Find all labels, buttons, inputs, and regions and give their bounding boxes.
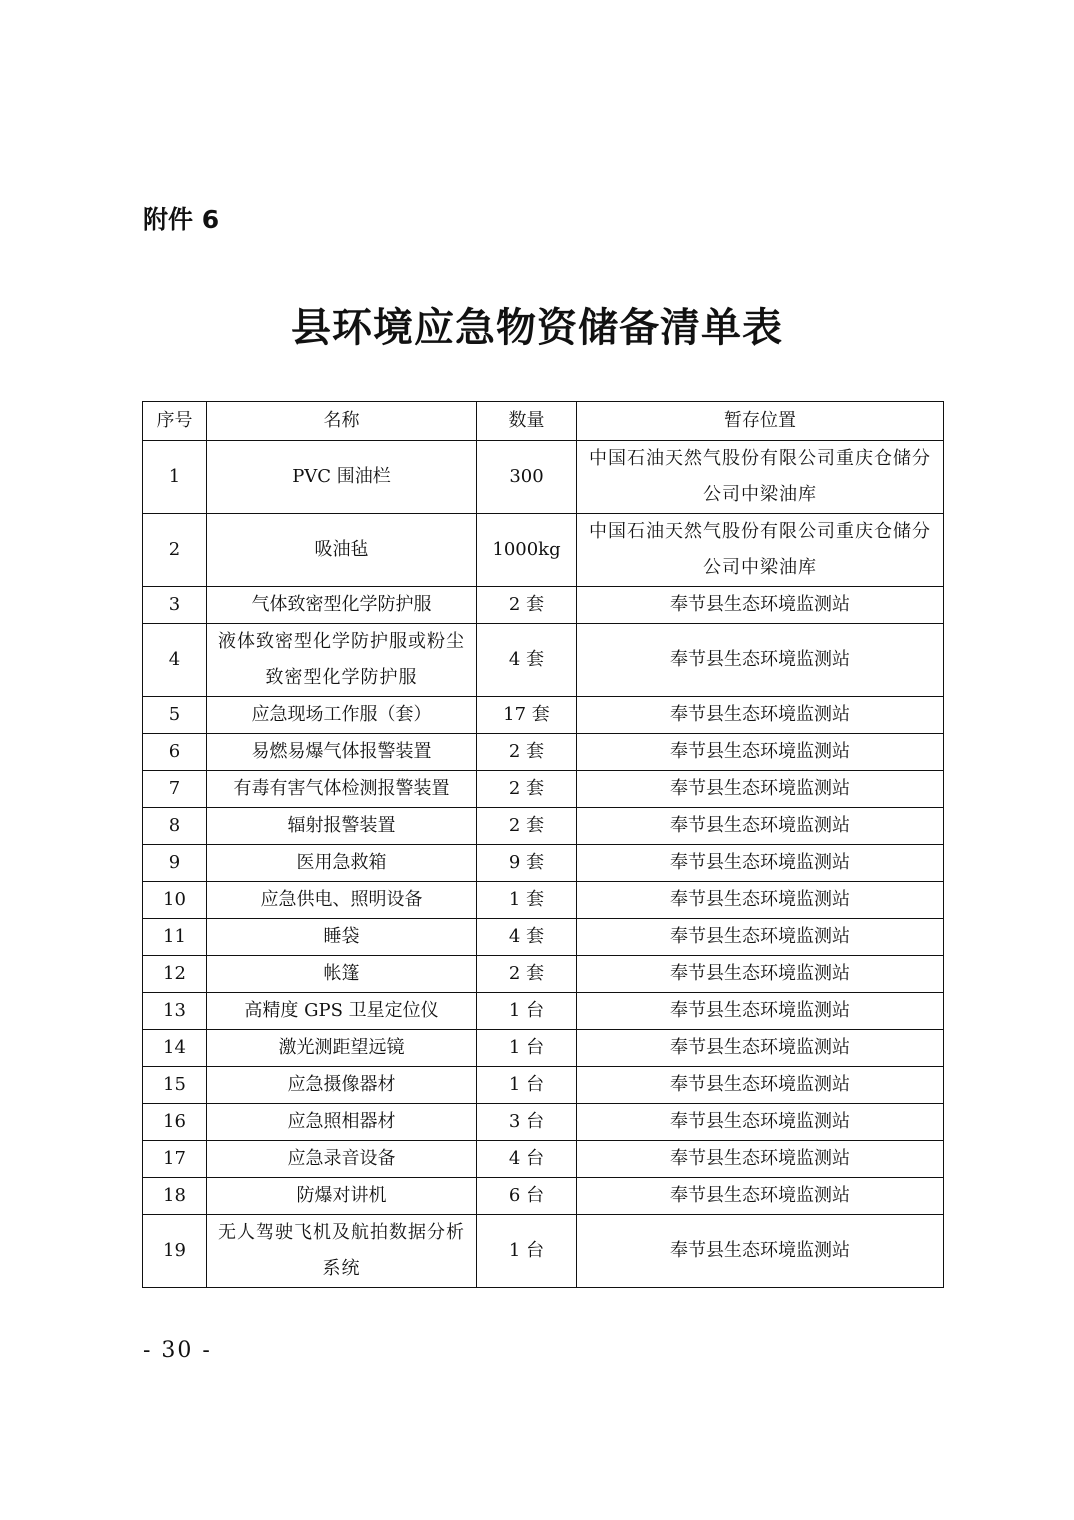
table-row (143, 514, 944, 587)
table-row (143, 624, 944, 697)
row-storage-location: 奉节县生态环境监测站 (577, 845, 944, 882)
row-name: 应急录音设备 (207, 1141, 477, 1178)
table-row (143, 734, 944, 771)
table-row (143, 919, 944, 956)
row-name: 液体致密型化学防护服或粉尘致密型化学防护服 (207, 624, 477, 697)
row-name: 气体致密型化学防护服 (207, 587, 477, 624)
row-storage-location: 奉节县生态环境监测站 (577, 734, 944, 771)
row-storage-location: 奉节县生态环境监测站 (577, 587, 944, 624)
header-quantity: 数量 (477, 402, 577, 441)
row-name: 应急现场工作服（套） (207, 697, 477, 734)
table-header-row (143, 402, 944, 441)
row-storage-location: 奉节县生态环境监测站 (577, 1067, 944, 1104)
row-quantity: 9 套 (477, 845, 577, 882)
row-serial-number: 8 (143, 808, 207, 845)
header-name: 名称 (207, 402, 477, 441)
row-serial-number: 4 (143, 624, 207, 697)
row-serial-number: 2 (143, 514, 207, 587)
table-row (143, 1215, 944, 1288)
table-row (143, 845, 944, 882)
row-quantity: 4 台 (477, 1141, 577, 1178)
row-serial-number: 14 (143, 1030, 207, 1067)
row-storage-location: 奉节县生态环境监测站 (577, 808, 944, 845)
row-name: 睡袋 (207, 919, 477, 956)
row-name: 应急照相器材 (207, 1104, 477, 1141)
row-name: 医用急救箱 (207, 845, 477, 882)
row-serial-number: 13 (143, 993, 207, 1030)
page-number: - 30 - (143, 1338, 212, 1363)
row-storage-location: 奉节县生态环境监测站 (577, 882, 944, 919)
row-serial-number: 18 (143, 1178, 207, 1215)
row-storage-location: 奉节县生态环境监测站 (577, 1215, 944, 1288)
row-quantity: 1000kg (477, 514, 577, 587)
row-serial-number: 16 (143, 1104, 207, 1141)
row-serial-number: 5 (143, 697, 207, 734)
row-serial-number: 3 (143, 587, 207, 624)
row-quantity: 1 套 (477, 882, 577, 919)
row-name: 辐射报警装置 (207, 808, 477, 845)
row-serial-number: 19 (143, 1215, 207, 1288)
row-storage-location: 中国石油天然气股份有限公司重庆仓储分公司中梁油库 (577, 441, 944, 514)
table-row (143, 993, 944, 1030)
row-serial-number: 17 (143, 1141, 207, 1178)
header-serial-number: 序号 (143, 402, 207, 441)
row-name: 激光测距望远镜 (207, 1030, 477, 1067)
row-storage-location: 奉节县生态环境监测站 (577, 993, 944, 1030)
row-quantity: 1 台 (477, 1030, 577, 1067)
row-storage-location: 奉节县生态环境监测站 (577, 956, 944, 993)
row-quantity: 1 台 (477, 1215, 577, 1288)
row-name: PVC 围油栏 (207, 441, 477, 514)
row-name: 无人驾驶飞机及航拍数据分析系统 (207, 1215, 477, 1288)
row-name: 高精度 GPS 卫星定位仪 (207, 993, 477, 1030)
inventory-table-container (142, 401, 943, 1288)
table-row (143, 1141, 944, 1178)
row-name: 易燃易爆气体报警装置 (207, 734, 477, 771)
row-name: 应急供电、照明设备 (207, 882, 477, 919)
row-quantity: 2 套 (477, 808, 577, 845)
row-name: 帐篷 (207, 956, 477, 993)
row-storage-location: 奉节县生态环境监测站 (577, 1104, 944, 1141)
row-serial-number: 10 (143, 882, 207, 919)
row-storage-location: 奉节县生态环境监测站 (577, 771, 944, 808)
document-title: 县环境应急物资储备清单表 (291, 304, 783, 351)
row-serial-number: 15 (143, 1067, 207, 1104)
row-quantity: 2 套 (477, 734, 577, 771)
row-serial-number: 11 (143, 919, 207, 956)
row-storage-location: 奉节县生态环境监测站 (577, 624, 944, 697)
row-storage-location: 奉节县生态环境监测站 (577, 1141, 944, 1178)
row-name: 防爆对讲机 (207, 1178, 477, 1215)
inventory-table (142, 401, 944, 1288)
table-row (143, 1030, 944, 1067)
table-row (143, 956, 944, 993)
row-quantity: 2 套 (477, 771, 577, 808)
row-serial-number: 12 (143, 956, 207, 993)
row-quantity: 3 台 (477, 1104, 577, 1141)
table-row (143, 1104, 944, 1141)
table-row (143, 587, 944, 624)
table-row (143, 771, 944, 808)
row-serial-number: 7 (143, 771, 207, 808)
row-serial-number: 1 (143, 441, 207, 514)
table-row (143, 441, 944, 514)
row-quantity: 6 台 (477, 1178, 577, 1215)
row-quantity: 17 套 (477, 697, 577, 734)
row-quantity: 1 台 (477, 993, 577, 1030)
table-row (143, 1067, 944, 1104)
row-storage-location: 奉节县生态环境监测站 (577, 697, 944, 734)
header-storage-location: 暂存位置 (577, 402, 944, 441)
row-serial-number: 6 (143, 734, 207, 771)
row-quantity: 300 (477, 441, 577, 514)
row-quantity: 4 套 (477, 919, 577, 956)
row-quantity: 1 台 (477, 1067, 577, 1104)
row-storage-location: 奉节县生态环境监测站 (577, 1178, 944, 1215)
row-quantity: 2 套 (477, 956, 577, 993)
table-row (143, 697, 944, 734)
table-row (143, 1178, 944, 1215)
row-quantity: 4 套 (477, 624, 577, 697)
row-name: 应急摄像器材 (207, 1067, 477, 1104)
row-storage-location: 奉节县生态环境监测站 (577, 1030, 944, 1067)
attachment-label: 附件 6 (143, 205, 220, 234)
row-serial-number: 9 (143, 845, 207, 882)
row-quantity: 2 套 (477, 587, 577, 624)
row-name: 有毒有害气体检测报警装置 (207, 771, 477, 808)
row-storage-location: 奉节县生态环境监测站 (577, 919, 944, 956)
table-row (143, 882, 944, 919)
row-name: 吸油毡 (207, 514, 477, 587)
row-storage-location: 中国石油天然气股份有限公司重庆仓储分公司中梁油库 (577, 514, 944, 587)
table-row (143, 808, 944, 845)
